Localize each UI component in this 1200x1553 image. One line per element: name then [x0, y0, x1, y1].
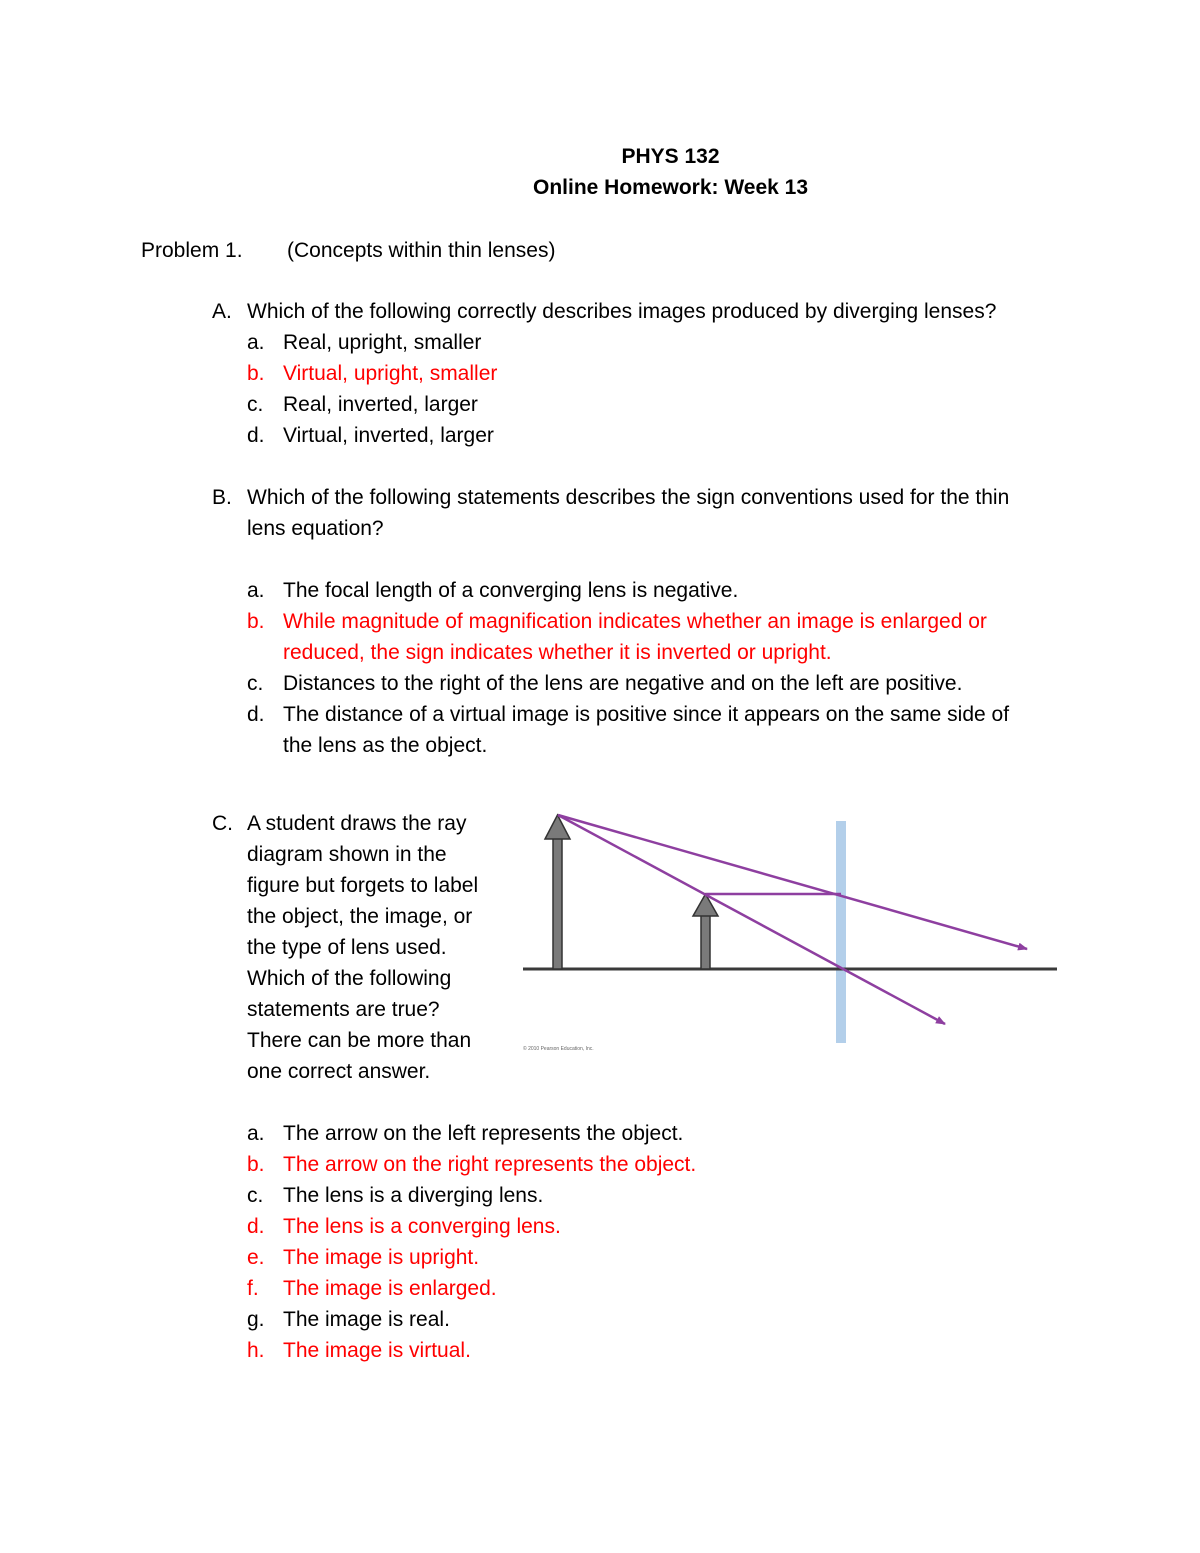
- homework-subtitle: Online Homework: Week 13: [532, 176, 809, 199]
- option-text-correct: Virtual, upright, smaller: [283, 362, 498, 385]
- course-title: PHYS 132: [621, 145, 720, 168]
- question-text-line: Which of the following: [247, 967, 452, 990]
- option-letter-correct: d.: [247, 1215, 265, 1238]
- option-text-correct: The image is virtual.: [283, 1339, 471, 1362]
- question-text-line: figure but forgets to label: [247, 874, 479, 897]
- question-text-line2: lens equation?: [247, 517, 384, 540]
- option-text-correct: The lens is a converging lens.: [283, 1215, 561, 1238]
- ray-refracted: [558, 815, 1027, 949]
- option-letter: a.: [247, 331, 265, 354]
- question-letter: A.: [212, 300, 232, 323]
- option-text: The arrow on the left represents the object.: [283, 1122, 684, 1145]
- option-letter-correct: f.: [247, 1277, 259, 1300]
- ray-center: [558, 815, 945, 1024]
- question-text-line: statements are true?: [247, 998, 440, 1021]
- option-text: Real, upright, smaller: [283, 331, 482, 354]
- option-letter: c.: [247, 1184, 264, 1207]
- option-text-correct: The image is enlarged.: [283, 1277, 497, 1300]
- option-letter: g.: [247, 1308, 265, 1331]
- option-text-correct: While magnitude of magnification indicates whether an image is enlarged or: [283, 610, 987, 633]
- option-letter-correct: b.: [247, 610, 265, 633]
- option-text-correct: The arrow on the right represents the object.: [283, 1153, 697, 1176]
- option-letter-correct: b.: [247, 1153, 265, 1176]
- question-text-line: A student draws the ray: [247, 812, 467, 835]
- option-letter: a.: [247, 579, 265, 602]
- option-text-correct-cont: reduced, the sign indicates whether it is inverted or upright.: [283, 641, 832, 664]
- option-letter: a.: [247, 1122, 265, 1145]
- option-text: The distance of a virtual image is positive since it appears on the same side of: [283, 703, 1010, 726]
- option-text: The focal length of a converging lens is negative.: [283, 579, 739, 602]
- option-text: The lens is a diverging lens.: [283, 1184, 544, 1207]
- option-letter-correct: e.: [247, 1246, 265, 1269]
- option-text-cont: the lens as the object.: [283, 734, 488, 757]
- option-text: Real, inverted, larger: [283, 393, 478, 416]
- question-text-line: one correct answer.: [247, 1060, 431, 1083]
- option-letter-correct: h.: [247, 1339, 265, 1362]
- option-text: Virtual, inverted, larger: [283, 424, 494, 447]
- option-letter-correct: b.: [247, 362, 265, 385]
- option-text: Distances to the right of the lens are negative and on the left are positive.: [283, 672, 963, 695]
- figure-credit: © 2010 Pearson Education, Inc.: [523, 1046, 594, 1052]
- option-text: The image is real.: [283, 1308, 450, 1331]
- question-text-line: There can be more than: [247, 1029, 472, 1052]
- question-text-line: the object, the image, or: [247, 905, 473, 928]
- question-text-line: diagram shown in the: [247, 843, 447, 866]
- option-letter: c.: [247, 672, 264, 695]
- ray-diagram: [515, 805, 1065, 1060]
- lens: [836, 821, 846, 1043]
- option-letter: c.: [247, 393, 264, 416]
- question-text-line1: Which of the following statements describes the sign conventions used for the thin: [247, 486, 1010, 509]
- question-text-line: the type of lens used.: [247, 936, 447, 959]
- question-letter: C.: [212, 812, 233, 835]
- question-text: Which of the following correctly describes images produced by diverging lenses?: [247, 300, 997, 323]
- problem-label: Problem 1.: [141, 239, 243, 262]
- option-letter: d.: [247, 703, 265, 726]
- tall-arrow-left: [545, 815, 570, 969]
- option-letter: d.: [247, 424, 265, 447]
- problem-topic: (Concepts within thin lenses): [287, 239, 556, 262]
- question-letter: B.: [212, 486, 232, 509]
- short-arrow-right: [693, 894, 718, 969]
- option-text-correct: The image is upright.: [283, 1246, 480, 1269]
